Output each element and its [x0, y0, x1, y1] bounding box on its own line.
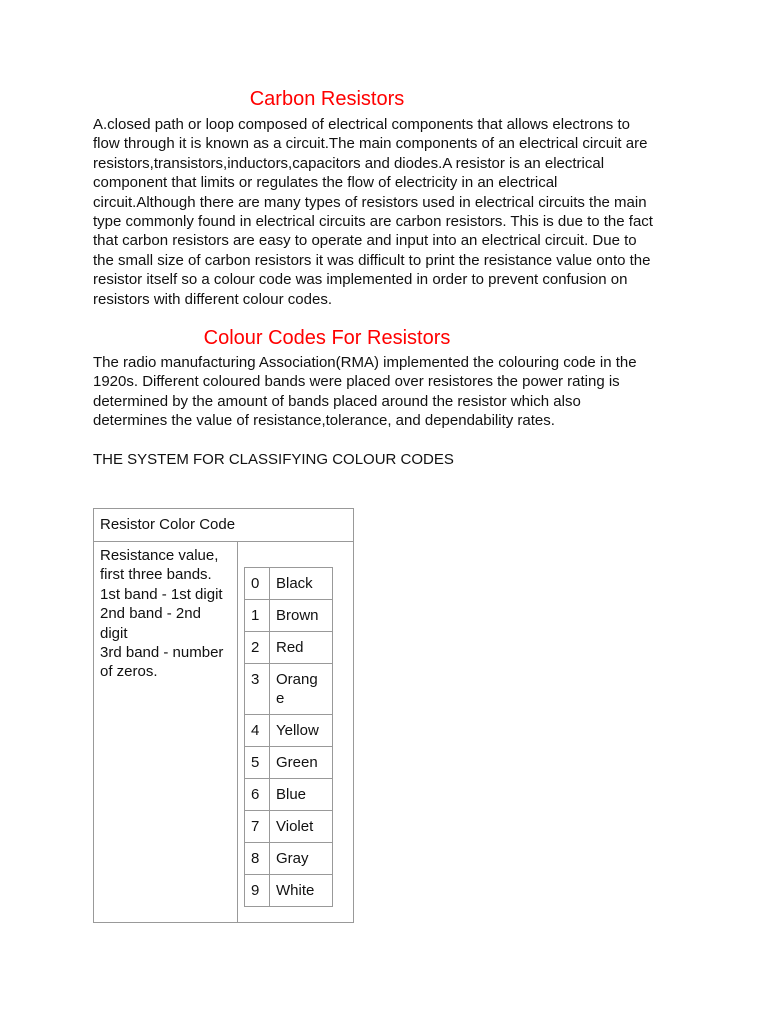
code-row	[245, 779, 333, 811]
digit-cell: 3	[245, 664, 270, 715]
digit-cell: 6	[245, 779, 270, 811]
digit-cell: 4	[245, 715, 270, 747]
color-name-cell: Blue	[270, 779, 333, 811]
code-row	[245, 632, 333, 664]
color-name-cell: Orang e	[270, 664, 333, 715]
code-row	[245, 747, 333, 779]
digit-cell: 0	[245, 568, 270, 600]
digit-cell: 5	[245, 747, 270, 779]
resistor-color-code-table	[93, 508, 354, 923]
colour-codes-paragraph: The radio manufacturing Association(RMA) implemented the colouring code in the 1920s. Different coloured bands were placed over resistores the power rating is determined by the amount of bands placed around the resistor which also determines the value of resistance,tolerance, and dependability rates.	[93, 354, 637, 430]
color-name-cell: Gray	[270, 843, 333, 875]
color-name-cell: Red	[270, 632, 333, 664]
system-heading: THE SYSTEM FOR CLASSIFYING COLOUR CODES	[93, 451, 454, 468]
carbon-resistors-paragraph: A.closed path or loop composed of electrical components that allows electrons to flow through it is known as a circuit.The main components of an electrical circuit are resistors,transistors,inductors,capacitors and diodes.A resistor is an electrical component that limits or regulates the flow of electricity in an electrical circuit.Although there are many types of resistors used in electrical circuits the main type commonly found in electrical circuits are carbon resistors. This is due to the fact that carbon resistors are easy to operate and input into an electrical circuit. Due to the small size of carbon resistors it was difficult to print the resistance value onto the resistor itself so a colour code was implemented in order to prevent confusion on resistors with different colour codes.	[93, 116, 653, 308]
digit-cell: 9	[245, 875, 270, 907]
code-row	[245, 715, 333, 747]
code-row	[245, 811, 333, 843]
description-cell	[94, 542, 238, 923]
digit-cell: 2	[245, 632, 270, 664]
code-row	[245, 600, 333, 632]
color-name-cell: White	[270, 875, 333, 907]
table-caption: Resistor Color Code	[94, 509, 354, 542]
color-name-cell: Brown	[270, 600, 333, 632]
code-row	[245, 664, 333, 715]
digit-cell: 7	[245, 811, 270, 843]
color-name-cell: Yellow	[270, 715, 333, 747]
digit-cell: 1	[245, 600, 270, 632]
code-row	[245, 875, 333, 907]
heading-carbon-resistors: Carbon Resistors	[249, 88, 405, 110]
color-codes-table	[244, 567, 333, 907]
code-row	[245, 568, 333, 600]
heading-colour-codes: Colour Codes For Resistors	[203, 327, 451, 349]
digit-cell: 8	[245, 843, 270, 875]
code-row	[245, 843, 333, 875]
description-text: Resistance value, first three bands. 1st band - 1st digit 2nd band - 2nd digit 3rd band - number of zeros.	[100, 547, 224, 681]
color-name-cell: Black	[270, 568, 333, 600]
codes-cell	[238, 542, 354, 923]
color-name-cell: Violet	[270, 811, 333, 843]
color-name-cell: Green	[270, 747, 333, 779]
